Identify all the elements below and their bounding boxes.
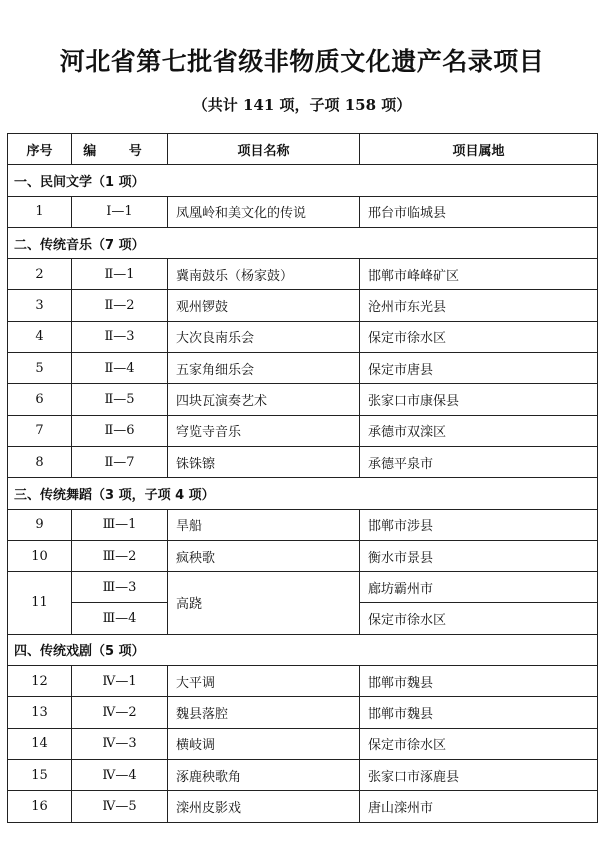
table-row <box>8 321 598 352</box>
row-name: 魏县落腔 <box>168 697 360 728</box>
table-row <box>8 415 598 446</box>
header-seq: 序号 <box>8 134 72 165</box>
table-row <box>8 290 598 321</box>
table-row <box>8 791 598 822</box>
row-code: Ⅱ—1 <box>72 259 168 290</box>
row-location: 保定市徐水区 <box>360 728 598 759</box>
row-name: 观州锣鼓 <box>168 290 360 321</box>
row-name: 铢铢镲 <box>168 446 360 477</box>
header-code-label: 编 号 <box>83 143 156 159</box>
row-location: 衡水市景县 <box>360 540 598 571</box>
row-name: 涿鹿秧歌角 <box>168 759 360 790</box>
table-row <box>8 572 598 603</box>
row-code: Ⅲ—4 <box>72 603 168 634</box>
row-location: 张家口市涿鹿县 <box>360 759 598 790</box>
row-name: 滦州皮影戏 <box>168 791 360 822</box>
row-name: 凤凰岭和美文化的传说 <box>168 196 360 227</box>
row-name: 大平调 <box>168 666 360 697</box>
row-code: Ⅳ—3 <box>72 728 168 759</box>
row-seq: 6 <box>8 384 72 415</box>
row-name: 横岐调 <box>168 728 360 759</box>
row-name: 冀南鼓乐（杨家鼓） <box>168 259 360 290</box>
section-heading: 二、传统音乐（7 项） <box>8 227 598 258</box>
row-location: 邯郸市涉县 <box>360 509 598 540</box>
row-code: Ⅱ—3 <box>72 321 168 352</box>
row-name: 旱船 <box>168 509 360 540</box>
row-code: Ⅲ—3 <box>72 572 168 603</box>
row-location: 沧州市东光县 <box>360 290 598 321</box>
header-location: 项目属地 <box>360 134 598 165</box>
row-code: Ⅰ—1 <box>72 196 168 227</box>
heritage-table <box>7 133 598 823</box>
row-location: 唐山滦州市 <box>360 791 598 822</box>
row-seq: 16 <box>8 791 72 822</box>
row-name: 五家角细乐会 <box>168 353 360 384</box>
row-location: 保定市徐水区 <box>360 321 598 352</box>
row-name: 大次良南乐会 <box>168 321 360 352</box>
row-code: Ⅳ—5 <box>72 791 168 822</box>
table-header-row <box>8 134 598 165</box>
table-row <box>8 759 598 790</box>
section-heading: 四、传统戏剧（5 项） <box>8 634 598 665</box>
row-location: 邯郸市峰峰矿区 <box>360 259 598 290</box>
table-body <box>8 165 598 822</box>
row-seq: 12 <box>8 666 72 697</box>
row-code: Ⅱ—5 <box>72 384 168 415</box>
row-code: Ⅲ—1 <box>72 509 168 540</box>
row-location: 保定市唐县 <box>360 353 598 384</box>
section-heading-row <box>8 227 598 258</box>
row-code: Ⅳ—2 <box>72 697 168 728</box>
row-seq: 1 <box>8 196 72 227</box>
table-row <box>8 540 598 571</box>
row-code: Ⅱ—7 <box>72 446 168 477</box>
section-heading: 一、民间文学（1 项） <box>8 165 598 196</box>
row-seq: 2 <box>8 259 72 290</box>
row-seq: 5 <box>8 353 72 384</box>
row-name: 穹览寺音乐 <box>168 415 360 446</box>
row-code: Ⅱ—6 <box>72 415 168 446</box>
table-row <box>8 446 598 477</box>
row-seq: 13 <box>8 697 72 728</box>
row-location: 保定市徐水区 <box>360 603 598 634</box>
row-seq: 11 <box>8 572 72 635</box>
row-location: 邯郸市魏县 <box>360 697 598 728</box>
row-name: 高跷 <box>168 572 360 635</box>
row-seq: 4 <box>8 321 72 352</box>
document-title: 河北省第七批省级非物质文化遗产名录项目 <box>59 47 545 76</box>
row-location: 张家口市康保县 <box>360 384 598 415</box>
table-row <box>8 666 598 697</box>
row-code: Ⅱ—4 <box>72 353 168 384</box>
row-location: 廊坊霸州市 <box>360 572 598 603</box>
header-code <box>72 134 168 165</box>
row-location: 承德平泉市 <box>360 446 598 477</box>
document-subtitle: （共计 141 项，子项 158 项） <box>192 96 412 114</box>
row-location: 邯郸市魏县 <box>360 666 598 697</box>
section-heading: 三、传统舞蹈（3 项，子项 4 项） <box>8 478 598 509</box>
header-name: 项目名称 <box>168 134 360 165</box>
row-location: 承德市双滦区 <box>360 415 598 446</box>
table-row <box>8 697 598 728</box>
section-heading-row <box>8 478 598 509</box>
section-heading-row <box>8 634 598 665</box>
table-row <box>8 259 598 290</box>
section-heading-row <box>8 165 598 196</box>
row-code: Ⅳ—1 <box>72 666 168 697</box>
table-row <box>8 353 598 384</box>
row-seq: 9 <box>8 509 72 540</box>
table-row <box>8 384 598 415</box>
table-row <box>8 509 598 540</box>
row-seq: 7 <box>8 415 72 446</box>
row-code: Ⅳ—4 <box>72 759 168 790</box>
table-row <box>8 196 598 227</box>
row-code: Ⅲ—2 <box>72 540 168 571</box>
row-name: 四块瓦演奏艺术 <box>168 384 360 415</box>
row-location: 邢台市临城县 <box>360 196 598 227</box>
row-seq: 14 <box>8 728 72 759</box>
row-seq: 8 <box>8 446 72 477</box>
row-code: Ⅱ—2 <box>72 290 168 321</box>
row-seq: 15 <box>8 759 72 790</box>
row-name: 疯秧歌 <box>168 540 360 571</box>
table-row <box>8 728 598 759</box>
row-seq: 10 <box>8 540 72 571</box>
row-seq: 3 <box>8 290 72 321</box>
